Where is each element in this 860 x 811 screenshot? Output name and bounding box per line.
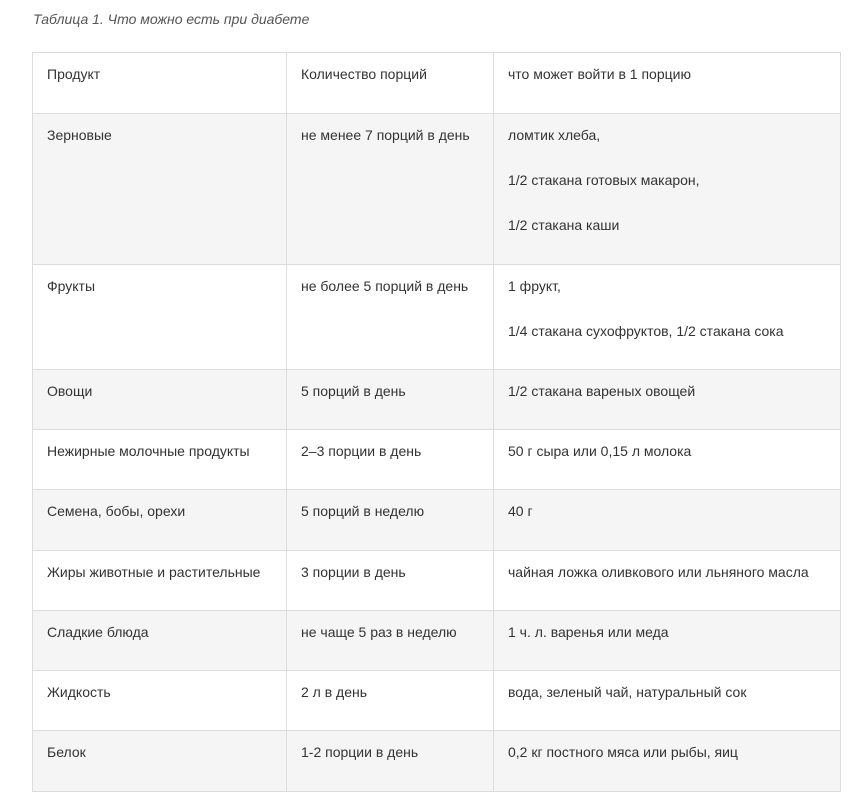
portions-cell: не менее 7 порций в день: [287, 114, 494, 265]
serving-line: 1/2 стакана каши: [508, 217, 620, 233]
serving-line: 1 фрукт,: [508, 278, 561, 294]
table-row: [33, 490, 841, 551]
portions-cell: 5 порций в неделю: [287, 490, 494, 551]
product-cell: Овощи: [33, 370, 287, 430]
serving-line: 0,2 кг постного мяса или рыбы, яиц: [508, 744, 738, 760]
portions-cell: 1-2 порции в день: [287, 731, 494, 792]
table-row: [33, 430, 841, 490]
table-row: [33, 611, 841, 671]
serving-line: 1/4 стакана сухофруктов, 1/2 стакана сока: [508, 323, 784, 339]
serving-line: ломтик хлеба,: [508, 127, 601, 143]
header-portions: Количество порций: [287, 53, 494, 114]
product-cell: Зерновые: [33, 114, 287, 265]
serving-cell: [494, 490, 841, 551]
table-row: [33, 114, 841, 265]
serving-cell: [494, 611, 841, 671]
diet-table: [32, 52, 841, 792]
portions-cell: не более 5 порций в день: [287, 265, 494, 370]
table-row: [33, 370, 841, 430]
product-cell: Нежирные молочные продукты: [33, 430, 287, 490]
header-serving: что может войти в 1 порцию: [494, 53, 841, 114]
portions-cell: не чаще 5 раз в неделю: [287, 611, 494, 671]
serving-cell: [494, 370, 841, 430]
portions-cell: 5 порций в день: [287, 370, 494, 430]
serving-cell: [494, 114, 841, 265]
table-row: [33, 265, 841, 370]
portions-cell: 3 порции в день: [287, 551, 494, 611]
serving-line: чайная ложка оливкового или льняного масла: [508, 564, 809, 580]
serving-cell: [494, 265, 841, 370]
serving-line: 40 г: [508, 503, 533, 519]
portions-cell: 2 л в день: [287, 671, 494, 731]
table-header-row: [33, 53, 841, 114]
serving-cell: [494, 671, 841, 731]
header-product: Продукт: [33, 53, 287, 114]
serving-cell: [494, 430, 841, 490]
product-cell: Белок: [33, 731, 287, 792]
product-cell: Сладкие блюда: [33, 611, 287, 671]
product-cell: Семена, бобы, орехи: [33, 490, 287, 551]
table-caption: Таблица 1. Что можно есть при диабете: [33, 11, 310, 27]
table-row: [33, 551, 841, 611]
table-row: [33, 731, 841, 792]
serving-cell: [494, 731, 841, 792]
serving-line: вода, зеленый чай, натуральный сок: [508, 684, 747, 700]
product-cell: Жиры животные и растительные: [33, 551, 287, 611]
product-cell: Жидкость: [33, 671, 287, 731]
serving-line: 50 г сыра или 0,15 л молока: [508, 443, 692, 459]
serving-cell: [494, 551, 841, 611]
product-cell: Фрукты: [33, 265, 287, 370]
portions-cell: 2–3 порции в день: [287, 430, 494, 490]
serving-line: 1/2 стакана вареных овощей: [508, 383, 696, 399]
table-row: [33, 671, 841, 731]
serving-line: 1 ч. л. варенья или меда: [508, 624, 669, 640]
serving-line: 1/2 стакана готовых макарон,: [508, 172, 700, 188]
